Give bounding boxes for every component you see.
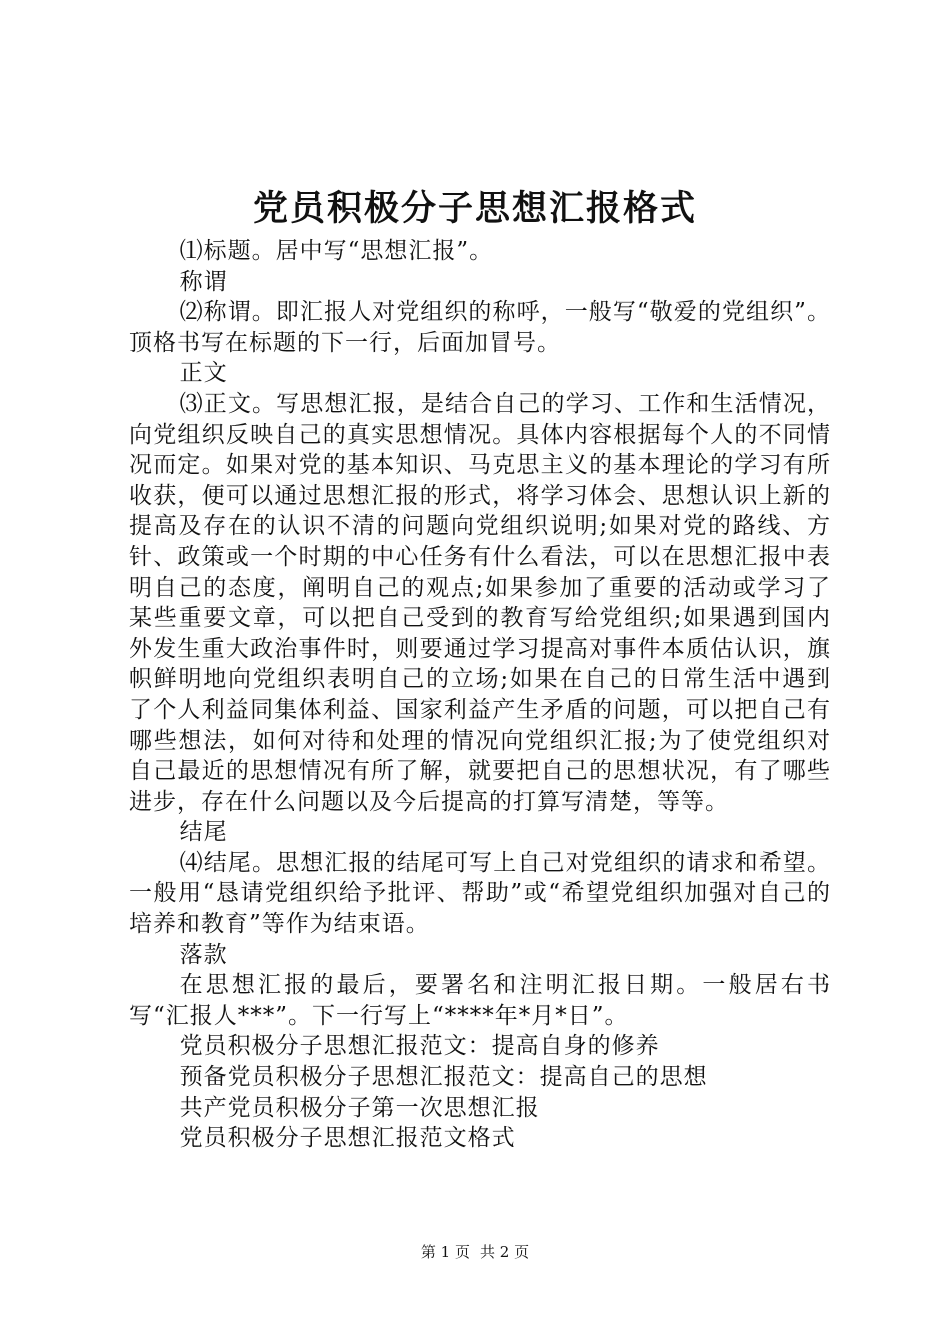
paragraph: ⑷结尾。思想汇报的结尾可写上自己对党组织的请求和希望。一般用“恳请党组织给予批评、帮助”或“希望党组织加强对自己的培养和教育”等作为结束语。 <box>129 849 831 938</box>
related-article-item: 党员积极分子思想汇报范文格式 <box>179 1125 516 1152</box>
related-article-item: 共产党员积极分子第一次思想汇报 <box>179 1094 540 1121</box>
page-total: 共 2 页 <box>480 1243 530 1261</box>
paragraph: 在思想汇报的最后，要署名和注明汇报日期。一般居右书写“汇报人***”。下一行写上“****年*月*日”。 <box>129 972 831 1029</box>
paragraph: ⑶正文。写思想汇报，是结合自己的学习、工作和生活情况，向党组织反映自己的真实思想情况。具体内容根据每个人的不同情况而定。如果对党的基本知识、马克思主义的基本理论的学习有所收获，便可以通过思想汇报的形式，将学习体会、思想认识上新的提高及存在的认识不清的问题向党组织说明;如果对党的路线、方针、政策或一个时期的中心任务有什么看法，可以在思想汇报中表明自己的态度，阐明自己的观点;如果参加了重要的活动或学习了某些重要文章，可以把自己受到的教育写给党组织;如果遇到国内外发生重大政治事件时，则要通过学习提高对事件本质估认识，旗帜鲜明地向党组织表明自己的立场;如果在自己的日常生活中遇到了个人利益同集体利益、国家利益产生矛盾的问题，可以把自己有哪些想法，如何对待和处理的情况向党组织汇报;为了使党组织对自己最近的思想情况有所了解，就要把自己的思想状况，有了哪些进步，存在什么问题以及今后提高的打算写清楚，等等。 <box>129 390 831 815</box>
section-heading: 结尾 <box>179 819 228 846</box>
section-heading: 称谓 <box>179 268 228 295</box>
section-heading: 正文 <box>179 360 228 387</box>
page-footer <box>0 1242 950 1262</box>
related-article-item: 预备党员积极分子思想汇报范文：提高自己的思想 <box>179 1064 708 1091</box>
document-title: 党员积极分子思想汇报格式 <box>252 189 697 229</box>
paragraph: ⑵称谓。即汇报人对党组织的称呼，一般写“敬爱的党组织”。顶格书写在标题的下一行，后面加冒号。 <box>129 299 831 356</box>
document-body <box>129 236 831 1154</box>
related-article-item: 党员积极分子思想汇报范文：提高自身的修养 <box>179 1033 660 1060</box>
paragraph: ⑴标题。居中写“思想汇报”。 <box>179 238 494 264</box>
page-number: 第 1 页 <box>420 1243 470 1261</box>
section-heading: 落款 <box>179 941 228 968</box>
